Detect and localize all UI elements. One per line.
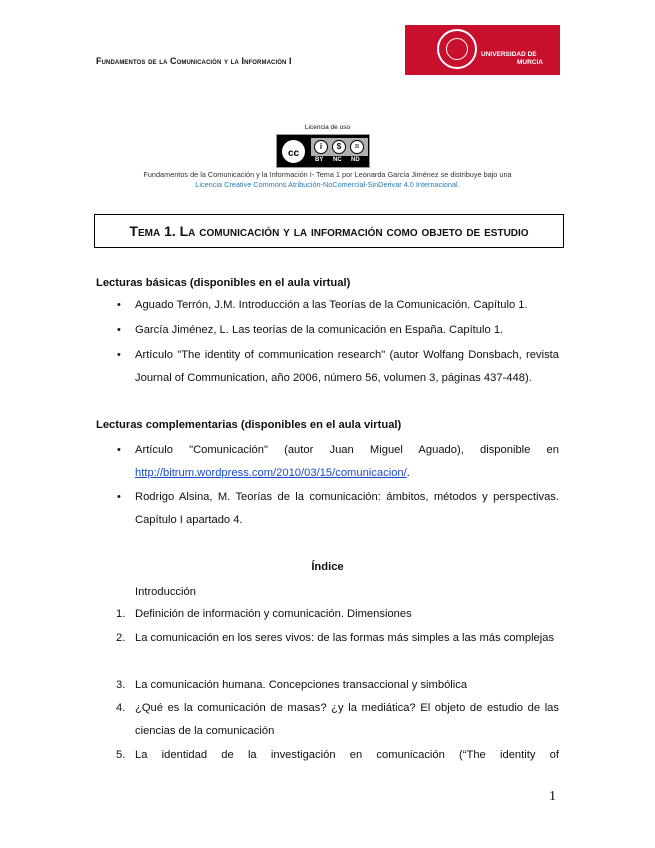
cc-icon: cc [280,138,307,165]
basic-reading-item: García Jiménez, L. Las teorías de la comunicación en España. Capítulo 1. [135,324,504,336]
index-number: 3. [116,679,126,691]
university-logo [405,25,560,75]
index-title: Índice [311,561,344,573]
index-item: Definición de información y comunicación. Dimensiones [135,608,412,620]
noderivatives-icon: = [350,140,364,154]
topic-title: Tema 1. La comunicación y la información como objeto de estudio [94,214,564,248]
cc-nc-label: NC [333,157,342,163]
index-item: ¿Qué es la comunicación de masas? ¿y la mediática? El objeto de estudio de las ciencias de la comunicación [135,702,559,737]
complementary-reading-link-line: http://bitrum.wordpress.com/2010/03/15/comunicacion/. [135,467,410,479]
basic-reading-item: Artículo "The identity of communication research" (autor Wolfang Donsbach, revista Journal of Communication, año 2006, número 56, volumen 3, páginas 437-448). [135,349,559,384]
bitrum-link[interactable]: http://bitrum.wordpress.com/2010/03/15/comunicacion/ [135,467,407,479]
page-number: 1 [549,789,556,804]
index-number: 5. [116,749,126,761]
index-intro: Introducción [135,586,196,598]
cc-by-label: BY [315,157,324,163]
bullet-icon: • [117,349,121,361]
bullet-icon: • [117,444,121,456]
index-item: La identidad de la investigación en comunicación (“The identity of [135,749,559,761]
basic-readings-heading: Lecturas básicas (disponibles en el aula virtual) [96,277,351,289]
index-item: La comunicación humana. Concepciones transaccional y simbólica [135,679,468,691]
license-link[interactable]: Licencia Creative Commons Atribución-NoComercial-SinDerivar 4.0 Internacional. [195,180,460,189]
cc-license-badge[interactable] [276,134,370,168]
attribution-icon: i [314,140,328,154]
logo-text-line1: UNIVERSIDAD DE [481,51,537,58]
license-label: Licencia de uso [304,124,351,131]
bullet-icon: • [117,324,121,336]
bullet-icon: • [117,491,121,503]
noncommercial-icon: $ [332,140,346,154]
cc-nd-label: ND [351,157,360,163]
license-text: Fundamentos de la Comunicación y la Información I- Tema 1 por Leonarda García Jiménez se distribuye bajo una [143,170,512,179]
complementary-readings-heading: Lecturas complementarias (disponibles en el aula virtual) [96,419,402,431]
index-item: La comunicación en los seres vivos: de las formas más simples a las más complejas [135,632,555,644]
complementary-reading-item: Rodrigo Alsina, M. Teorías de la comunicación: ámbitos, métodos y perspectivas. Capítulo I apartado 4. [135,491,559,526]
basic-reading-item: Aguado Terrón, J.M. Introducción a las Teorías de la Comunicación. Capítulo 1. [135,299,528,311]
index-number: 1. [116,608,126,620]
course-header-title: Fundamentos de la Comunicación y la Información I [96,56,292,66]
index-number: 2. [116,632,126,644]
logo-text-line2: MURCIA [517,59,543,66]
bullet-icon: • [117,299,121,311]
complementary-reading-item: Artículo "Comunicación" (autor Juan Miguel Aguado), disponible en [135,444,559,456]
index-number: 4. [116,702,126,714]
university-seal-icon [437,29,477,69]
